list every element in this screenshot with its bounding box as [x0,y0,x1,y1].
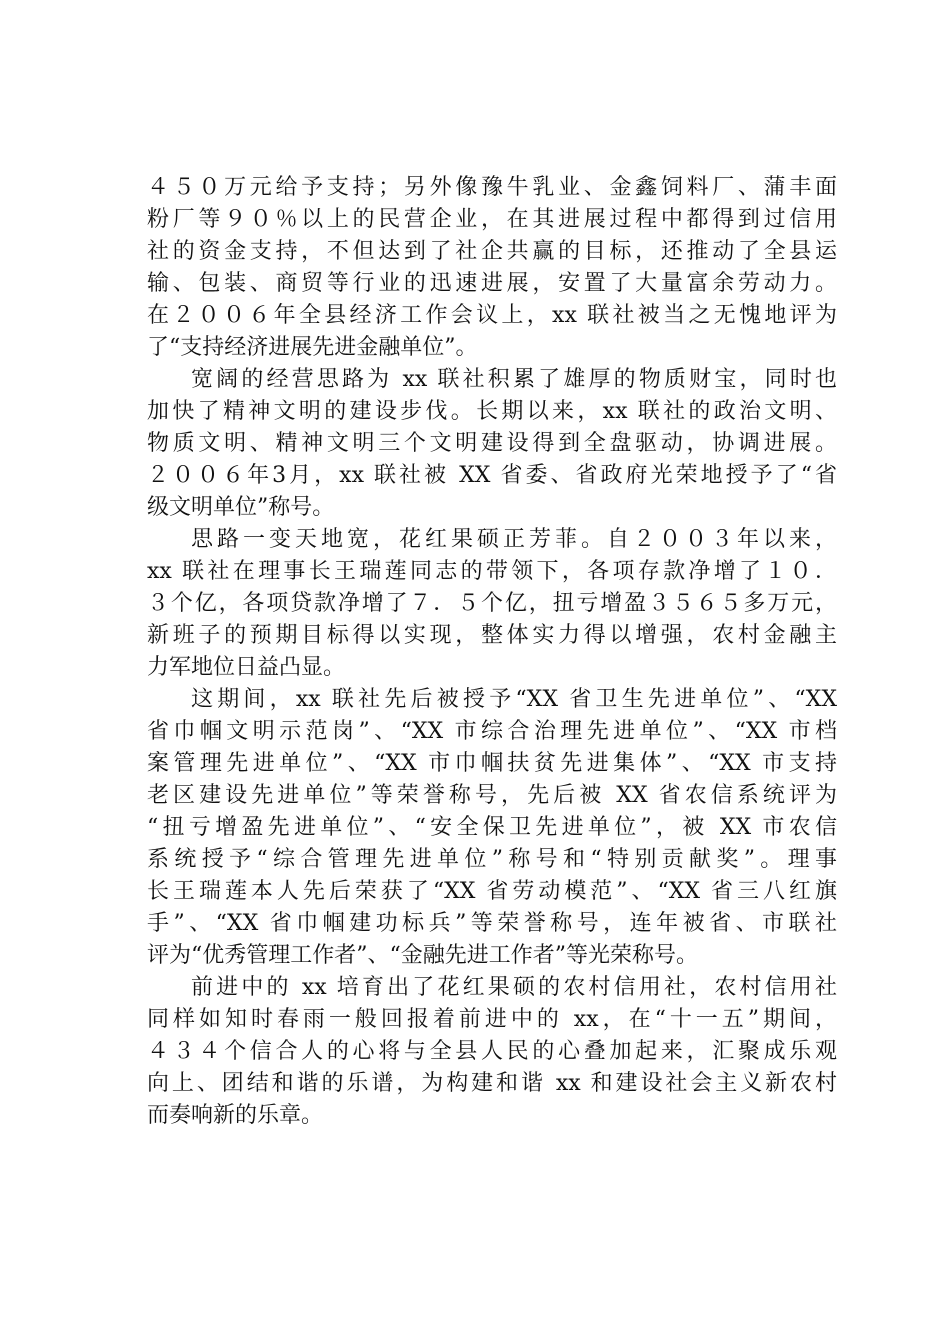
paragraph-first-line: 前进中的 xx 培育出了花红果硕的农村信用社，农村信用社 [191,975,837,1000]
text-line: “扭亏增盈先进单位”、“安全保卫先进单位”，被 XX 市农信 [147,815,837,840]
text-line: 加快了精神文明的建设步伐。长期以来，xx 联社的政治文明、 [147,399,837,424]
text-line: 在２００６年全县经济工作会议上，xx 联社被当之无愧地评为 [147,303,837,328]
text-line: ２００６年3月，xx 联社被 XX 省委、省政府光荣地授予了“省 [147,463,837,488]
text-line: 了“支持经济进展先进金融单位”。 [147,335,478,360]
text-line: 向上、团结和谐的乐谱，为构建和谐 xx 和建设社会主义新农村 [147,1071,837,1096]
text-line: 物质文明、精神文明三个文明建设得到全盘驱动，协调进展。 [147,431,837,456]
text-line: 手”、“XX 省巾帼建功标兵”等荣誉称号，连年被省、市联社 [147,911,837,936]
text-line: 同样如知时春雨一般回报着前进中的 xx，在“十一五”期间， [147,1007,837,1032]
text-line: 社的资金支持，不但达到了社企共赢的目标，还推动了全县运 [147,239,837,264]
text-line: 老区建设先进单位”等荣誉称号，先后被 XX 省农信系统评为 [147,783,837,808]
text-line: 粉厂等９０％以上的民营企业，在其进展过程中都得到过信用 [147,207,837,232]
paragraph-first-line: 这期间，xx 联社先后被授予“XX 省卫生先进单位”、“XX [191,687,837,712]
text-line: ３个亿，各项贷款净增了７．５个亿，扭亏增盈３５６５多万元， [147,591,837,616]
text-line: 新班子的预期目标得以实现，整体实力得以增强，农村金融主 [147,623,837,648]
text-line: ４３４个信合人的心将与全县人民的心叠加起来，汇聚成乐观 [147,1039,837,1064]
paragraph-first-line: 宽阔的经营思路为 xx 联社积累了雄厚的物质财宝，同时也 [191,367,837,392]
text-line: 案管理先进单位”、“XX 市巾帼扶贫先进集体”、“XX 市支持 [147,751,837,776]
text-line: 系统授予“综合管理先进单位”称号和“特别贡献奖”。理事 [147,847,837,872]
text-line: ４５０万元给予支持；另外像豫牛乳业、金鑫饲料厂、蒲丰面 [147,175,837,200]
text-line: 力军地位日益凸显。 [147,655,346,680]
text-line: 评为“优秀管理工作者”、“金融先进工作者”等光荣称号。 [147,943,698,968]
text-line: 级文明单位”称号。 [147,495,335,520]
text-line: 而奏响新的乐章。 [147,1103,324,1128]
text-line: 输、包装、商贸等行业的迅速进展，安置了大量富余劳动力。 [147,271,837,296]
text-line: 省巾帼文明示范岗”、“XX 市综合治理先进单位”、“XX 市档 [147,719,837,744]
document-body [147,172,837,1132]
text-line: 长王瑞莲本人先后荣获了“XX 省劳动模范”、“XX 省三八红旗 [147,879,837,904]
paragraph-first-line: 思路一变天地宽，花红果硕正芳菲。自２００３年以来， [191,527,837,552]
text-line: xx 联社在理事长王瑞莲同志的带领下，各项存款净增了１０． [147,559,837,584]
